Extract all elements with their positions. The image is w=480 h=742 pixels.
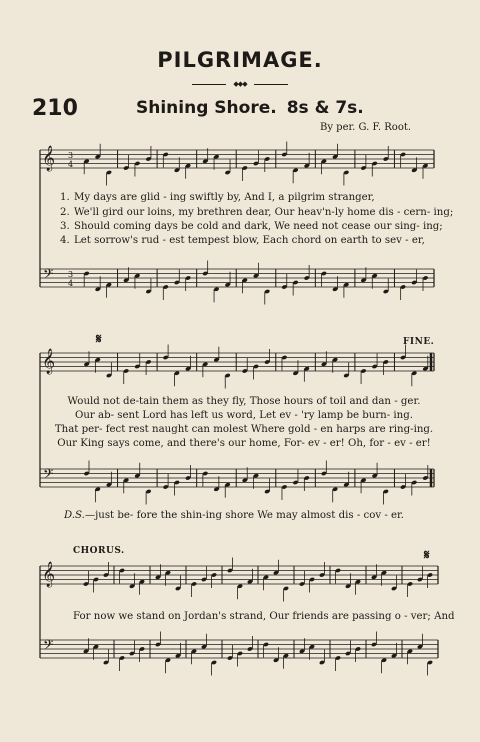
verse-2-line — [60, 206, 454, 219]
verse-text: My days are glid - ing swiftly by, And I, a pilgrim stranger, — [74, 192, 375, 203]
chorus-lyric-line: For now we stand on Jordan's strand, Our friends are passing o - ver; And — [73, 611, 455, 622]
verse-text: Let sorrow's rud - est tempest blow, Each chord on earth to sev - er, — [74, 235, 425, 246]
verse-2-continuation: Our ab- sent Lord has left us word, Let ev - 'ry lamp be burn- ing. — [74, 410, 414, 421]
verse-4-continuation: Our King says come, and there's our home, For- ev - er! Oh, for - ev - er! — [57, 438, 431, 449]
time-signature-top: 3 — [68, 151, 74, 160]
fine-label: FINE. — [403, 337, 435, 347]
verse-number: 2. — [60, 207, 70, 218]
meter: 8s & 7s. — [286, 98, 364, 118]
tune-name: Shining Shore. — [136, 98, 277, 118]
verse-number: 4. — [60, 235, 70, 246]
ds-text: —just be- fore the shin-ing shore We may almost dis - cov - er. — [84, 510, 405, 521]
segno-mark: 𝄋 — [96, 332, 102, 347]
chorus-segno-mark: 𝄋 — [424, 548, 430, 563]
treble-clef-icon: 𝄞 — [42, 349, 56, 374]
ds-lyric-line — [64, 509, 436, 522]
bass-clef-icon: 𝄢 — [43, 466, 54, 485]
time-signature-bottom: 4 — [68, 279, 74, 288]
treble-clef-icon: 𝄞 — [42, 562, 56, 587]
bass-clef-icon: 𝄢 — [43, 637, 54, 656]
verse-number: 1. — [60, 192, 70, 203]
time-signature-bottom: 4 — [68, 160, 74, 169]
verse-number: 3. — [60, 221, 70, 232]
bass-clef-icon: 𝄢 — [43, 266, 54, 285]
verse-1-continuation: Would not de-tain them as they fly, Those hours of toil and dan - ger. — [67, 396, 421, 407]
ds-marker: D.S. — [64, 510, 85, 521]
verse-3-line — [60, 220, 443, 233]
time-signature-top: 3 — [68, 270, 74, 279]
chorus-label: CHORUS. — [73, 546, 125, 556]
treble-clef-icon: 𝄞 — [42, 146, 56, 171]
ornament-icon: ◆◆◆ — [226, 79, 254, 89]
verse-4-line — [60, 234, 432, 247]
verse-3-continuation: That per- fect rest naught can molest Where gold - en harps are ring-ing. — [54, 424, 434, 435]
verse-text: Should coming days be cold and dark, We need not cease our sing- ing; — [74, 221, 443, 232]
verse-text: We'll gird our loins, my brethren dear, Our heav'n-ly home dis - cern- ing; — [74, 207, 454, 218]
verse-1-line — [60, 191, 432, 204]
attribution: By per. G. F. Root. — [320, 122, 412, 133]
hymn-number: 210 — [32, 96, 78, 121]
page-title: PILGRIMAGE. — [157, 48, 323, 72]
